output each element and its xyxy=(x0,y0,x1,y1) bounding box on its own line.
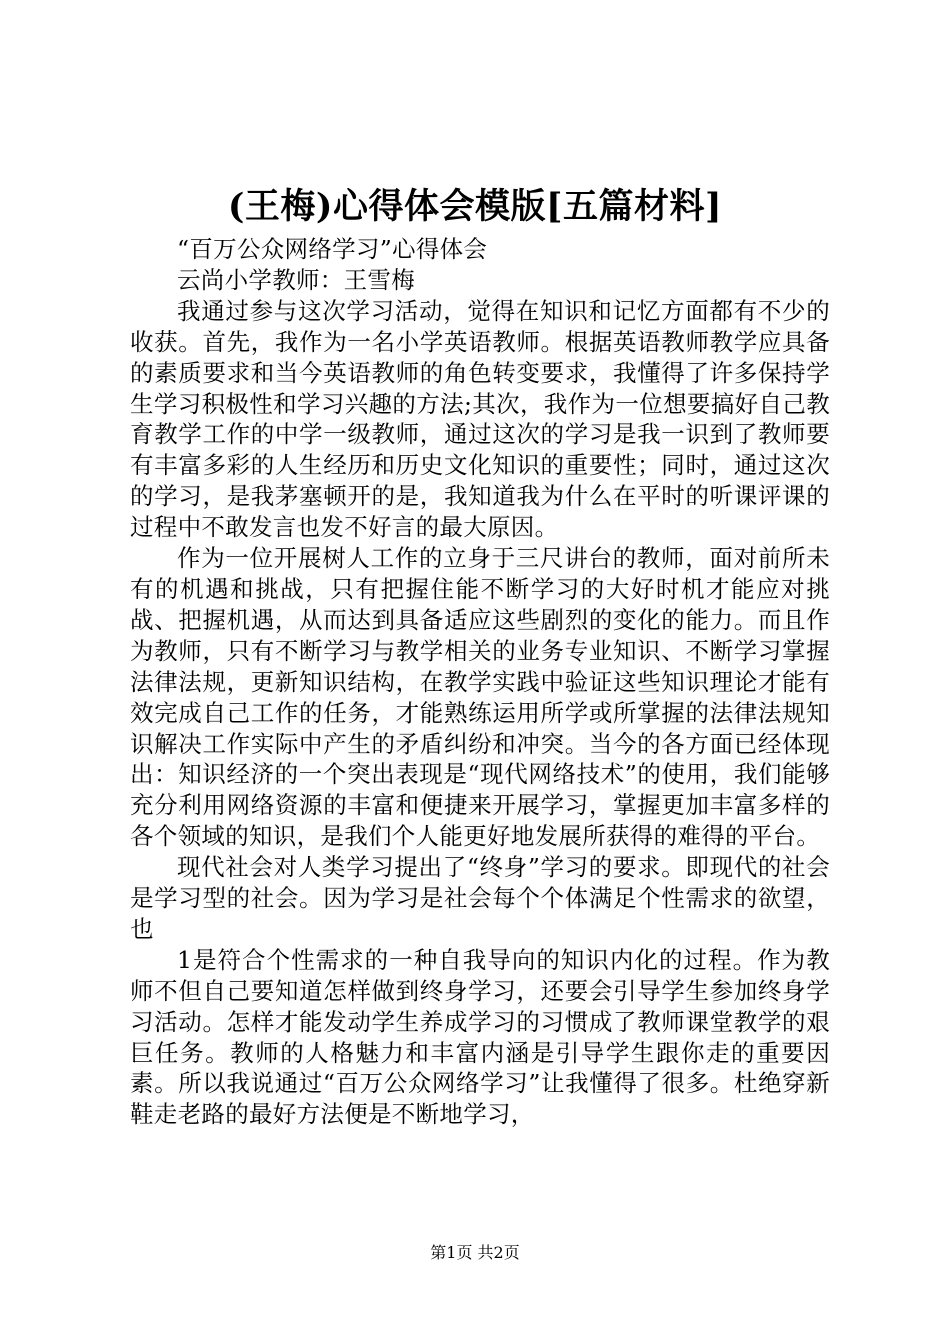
author-line: 云尚小学教师：王雪梅 xyxy=(177,265,415,294)
document-title: (王梅)心得体会模版[五篇材料] xyxy=(227,186,723,227)
page-number-footer: 第1页 共2页 xyxy=(430,1243,520,1262)
paragraph-3: 现代社会对人类学习提出了“终身”学习的要求。即现代的社会是学习型的社会。因为学习是社会每个个体满足个性需求的欲望，也 xyxy=(130,853,830,943)
document-body xyxy=(130,234,830,1130)
paragraph-4: 1是符合个性需求的一种自我导向的知识内化的过程。作为教师不但自己要知道怎样做到终身学习，还要会引导学生参加终身学习活动。怎样才能发动学生养成学习的习惯成了教师课堂教学的艰巨任务。教师的人格魅力和丰富内涵是引导学生跟你走的重要因素。所以我说通过“百万公众网络学习”让我懂得了很多。杜绝穿新鞋走老路的最好方法便是不断地学习， xyxy=(130,945,830,1129)
paragraph-1: 我通过参与这次学习活动，觉得在知识和记忆方面都有不少的收获。首先，我作为一名小学英语教师。根据英语教师教学应具备的素质要求和当今英语教师的角色转变要求，我懂得了许多保持学生学习积极性和学习兴趣的方法;其次，我作为一位想要搞好自己教育教学工作的中学一级教师，通过这次的学习是我一识到了教师要有丰富多彩的人生经历和历史文化知识的重要性；同时，通过这次的学习，是我茅塞顿开的是，我知道我为什么在平时的听课评课的过程中不敢发言也发不好言的最大原因。 xyxy=(130,296,830,542)
paragraph-2: 作为一位开展树人工作的立身于三尺讲台的教师，面对前所未有的机遇和挑战，只有把握住能不断学习的大好时机才能应对挑战、把握机遇，从而达到具备适应这些剧烈的变化的能力。而且作为教师，只有不断学习与教学相关的业务专业知识、不断学习掌握法律法规，更新知识结构，在教学实践中验证这些知识理论才能有效完成自己工作的任务，才能熟练运用所学或所掌握的法律法规知识解决工作实际中产生的矛盾纠纷和冲突。当今的各方面已经体现出：知识经济的一个突出表现是“现代网络技术”的使用，我们能够充分利用网络资源的丰富和便捷来开展学习，掌握更加丰富多样的各个领域的知识，是我们个人能更好地发展所获得的难得的平台。 xyxy=(130,544,830,851)
subtitle-line: “百万公众网络学习”心得体会 xyxy=(177,235,488,263)
